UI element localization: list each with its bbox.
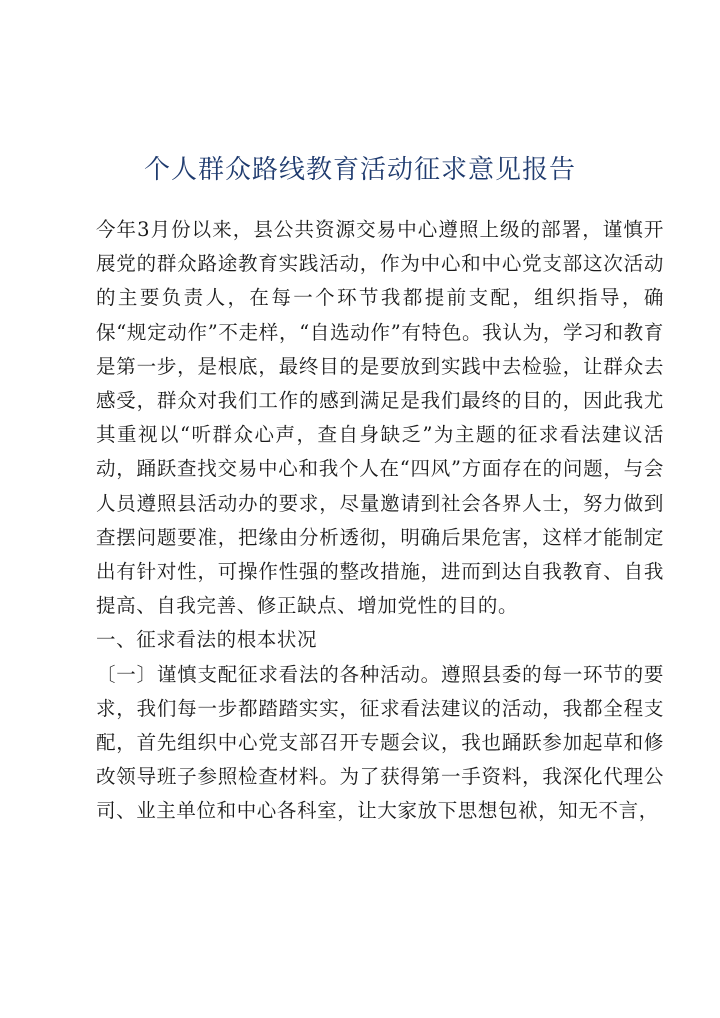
body-paragraph: 今年3月份以来，县公共资源交易中心遵照上级的部署，谨慎开展党的群众路途教育实践活动，作为中心和中心党支部这次活动的主要负责人，在每一个环节我都提前支配，组织指导，确保“规定动作”不走样，“自选动作”有特色。我认为，学习和教育是第一步，是根底，最终目的是要放到实践中去检验，让群众去感受，群众对我们工作的感到满足是我们最终的目的，因此我尤其重视以“听群众心声，查自身缺乏”为主题的征求看法建议活动，踊跃查找交易中心和我个人在“四风”方面存在的问题，与会人员遵照县活动办的要求，尽量邀请到社会各界人士，努力做到查摆问题要准，把缘由分析透彻，明确后果危害，这样才能制定出有针对性，可操作性强的整改措施，进而到达自我教育、自我提高、自我完善、修正缺点、增加党性的目的。 bbox=[96, 218, 664, 618]
document-body bbox=[96, 213, 664, 829]
section-heading: 一、征求看法的根本状况 bbox=[96, 628, 318, 652]
section-paragraph: 〔一〕谨慎支配征求看法的各种活动。遵照县委的每一环节的要求，我们每一步都踏踏实实，征求看法建议的活动，我都全程支配，首先组织中心党支部召开专题会议，我也踊跃参加起草和修改领导班子参照检查材料。为了获得第一手资料，我深化代理公司、业主单位和中心各科室，让大家放下思想包袱，知无不言， bbox=[96, 662, 664, 823]
document-title: 个人群众路线教育活动征求意见报告 bbox=[143, 155, 576, 185]
